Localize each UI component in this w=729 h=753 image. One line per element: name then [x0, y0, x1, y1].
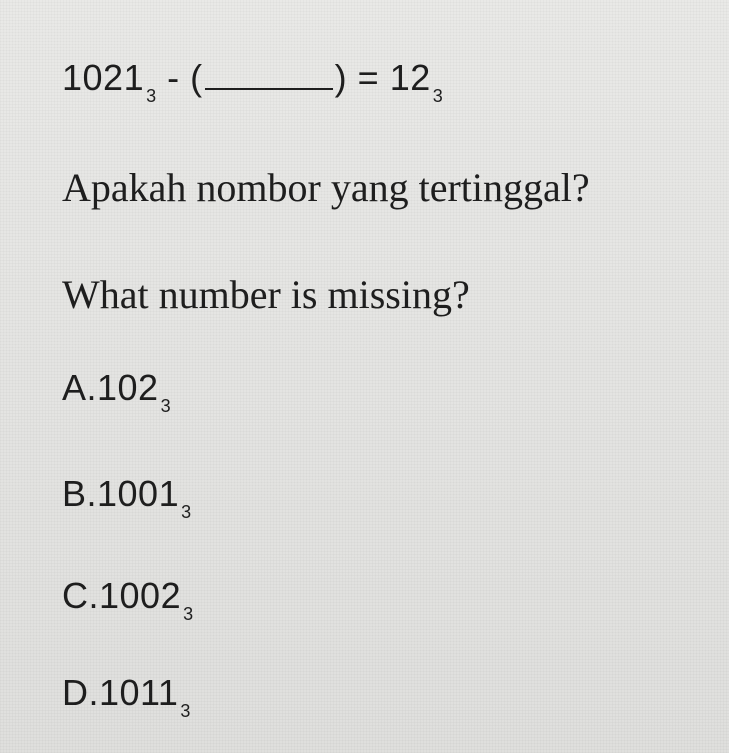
equation-left-number: 1021 [62, 57, 145, 98]
equation-close-paren: ) [334, 57, 348, 98]
option-a[interactable] [62, 366, 171, 416]
option-c[interactable] [62, 574, 194, 624]
option-a-number: 102 [97, 367, 159, 408]
equation-result-base: 3 [432, 86, 444, 106]
question-malay: Apakah nombor yang tertinggal? [62, 165, 590, 210]
question-english: What number is missing? [62, 272, 470, 317]
equation-equals: = [357, 57, 380, 98]
option-b-base: 3 [181, 502, 192, 522]
equation-minus: - [167, 57, 180, 98]
equation-result-number: 12 [389, 57, 431, 98]
equation-open-paren: ( [190, 57, 203, 98]
option-b-letter: B. [62, 473, 98, 514]
option-c-letter: C. [62, 575, 99, 616]
option-b-number: 1001 [97, 473, 180, 514]
option-d[interactable] [62, 671, 191, 721]
option-b[interactable] [62, 472, 192, 522]
option-a-letter: A. [62, 367, 98, 408]
option-a-base: 3 [160, 396, 172, 416]
equation-left-base: 3 [146, 86, 157, 106]
option-d-number: 1011 [99, 672, 179, 713]
answer-blank[interactable] [205, 58, 333, 90]
equation [62, 56, 443, 106]
option-c-number: 1002 [99, 575, 182, 616]
option-d-base: 3 [180, 701, 191, 721]
option-d-letter: D. [62, 672, 99, 713]
option-c-base: 3 [183, 604, 194, 624]
